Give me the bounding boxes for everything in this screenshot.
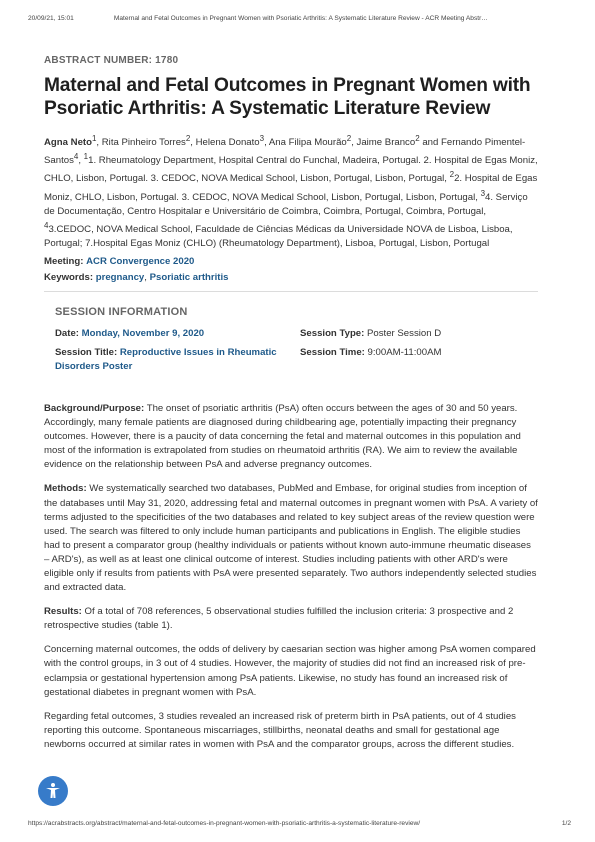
affiliation-sup: 2 (449, 170, 455, 180)
methods-paragraph (44, 482, 538, 595)
author-sup: 1 (91, 134, 97, 143)
session-date (55, 327, 300, 341)
keyword-link-pregnancy[interactable]: pregnancy (95, 271, 145, 283)
session-info (55, 306, 538, 374)
print-footer (28, 820, 571, 827)
author-sup: 2 (415, 134, 420, 143)
author-name: , Rita Pinheiro Torres (96, 137, 186, 149)
author-name: , Jaime Branco (351, 137, 416, 149)
meeting-line (44, 256, 538, 267)
session-type-label: Session Type: (300, 327, 365, 339)
background-label: Background/Purpose: (44, 402, 145, 414)
session-type-value: Poster Session D (367, 327, 442, 339)
results-text: Of a total of 708 references, 5 observational studies fulfilled the inclusion criteria: 3 prospective and 2 retrospective studies (table 1). (44, 606, 514, 632)
background-text: The onset of psoriatic arthritis (PsA) often occurs between the ages of 30 and 50 years. Accordingly, many female patients are diagnosed during childbearing age, potentially impacting their pregnancy outcomes. However, there is a paucity of data concerning the fetal and maternal outcomes in this population and most of the information is extrapolated from studies on rheumatoid arthritis (RA). We aim to review the available evidence on the relationship between PsA and adverse pregnancy outcomes. (44, 402, 521, 471)
session-date-link[interactable]: Monday, November 9, 2020 (81, 327, 205, 339)
divider (44, 291, 538, 292)
affiliation-sup: 3 (480, 188, 486, 198)
author-sup: 2 (185, 134, 191, 143)
session-heading: SESSION INFORMATION (55, 305, 188, 318)
author-sup: 4 (73, 152, 79, 162)
affiliation-text: 2. Hospital de Egas Moniz, CHLO, Lisbon, Portugal. 3. CEDOC, NOVA Medical School, Lisbon, Portugal, Lisbon, Portugal, (44, 173, 538, 203)
session-date-label: Date: (55, 327, 79, 339)
results-paragraph (44, 605, 538, 633)
meeting-label: Meeting: (44, 255, 84, 267)
session-title-link[interactable]: Reproductive Issues in Rheumatic Disorders Poster (55, 346, 277, 372)
keywords-label: Keywords: (44, 271, 94, 283)
background-paragraph (44, 402, 538, 472)
print-url: https://acrabstracts.org/abstract/maternal-and-fetal-outcomes-in-pregnant-women-with-psoriatic-arthritis-a-systematic-literature-review/ (28, 820, 421, 827)
affiliation-text: , (78, 155, 84, 167)
session-grid (55, 327, 538, 374)
affiliation-sup: 1 (83, 152, 89, 162)
author-sup: 3 (259, 134, 265, 143)
abstract-content (44, 55, 538, 762)
affiliation-text: 3.CEDOC, NOVA Medical School, Faculdade de Ciências Médicas da Universidade NOVA de Lisboa, Lisboa, Portugal; 7.Hospital Egas Moniz (CHLO) (Rheumatology Department), Lisboa, Portugal, Lisbon, Portugal (44, 223, 513, 249)
author-name: and Fernando Pimentel-Santos (44, 137, 526, 167)
session-time (300, 346, 538, 374)
print-page-title: Maternal and Fetal Outcomes in Pregnant Women with Psoriatic Arthritis: A Systematic Literature Review - ACR Meeting Abstr… (113, 15, 488, 22)
author-name: , Helena Donato (190, 137, 260, 149)
session-time-value: 9:00AM-11:00AM (367, 346, 442, 358)
maternal-outcomes-paragraph: Concerning maternal outcomes, the odds of delivery by caesarian section was higher among PsA women compared with the control groups, in 3 out of 4 studies. However, the majority of studies did not find an increased risk of pre-eclampsia or gestational hypertension among PsA patients. Likewise, no study has found an increased risk of gestational diabetes in pregnant women with PsA. (44, 644, 536, 698)
abstract-body (44, 402, 538, 752)
affiliation-text: 1. Rheumatology Department, Hospital Central do Funchal, Madeira, Portugal. 2. Hospital de Egas Moniz, CHLO, Lisbon, Portugal. 3. CEDOC, NOVA Medical School, Lisbon, Portugal, Lisbon, Portugal, (44, 155, 538, 185)
session-title-label: Session Title: (55, 346, 118, 358)
print-header (28, 15, 573, 22)
accessibility-button[interactable] (38, 776, 68, 806)
authors-block (44, 132, 538, 251)
abstract-title: Maternal and Fetal Outcomes in Pregnant Women with Psoriatic Arthritis: A Systematic Literature Review (44, 75, 531, 119)
author-sup: 2 (346, 134, 352, 143)
print-page-number: 1/2 (561, 820, 571, 827)
methods-text: We systematically searched two databases, PubMed and Embase, for original studies from inception of the databases until May 31, 2020, addressing fetal and maternal outcomes in pregnant women with PsA. A variety of terms adjusted to the specificities of the two databases and related to key subject areas of the review question were used. The search was filtered to only include human participants and publications in English. The eligible studies had to present a comparator group (healthy individuals or patients without known auto-immune rheumatic diseases – ARD's), as well as at least one clinical outcome of interest. Studies including patients with other ARD's were eligible only if results from patients with PsA were presented separately. Two authors independently selected studies and extracted data. (44, 483, 538, 594)
session-time-label: Session Time: (300, 346, 365, 358)
author-name: , Ana Filipa Mourão (264, 137, 347, 149)
accessibility-icon (43, 781, 63, 801)
session-type (300, 327, 538, 341)
results-label: Results: (44, 606, 82, 618)
fetal-outcomes-paragraph: Regarding fetal outcomes, 3 studies revealed an increased risk of preterm birth in PsA patients, out of 4 studies reporting this outcome. Spontaneous miscarriages, stillbirths, neonatal deaths and small for gestational age newborns occurred at similar rates in women with PsA and the comparator groups, across the different studies. (44, 710, 516, 750)
print-timestamp: 20/09/21, 15:01 (28, 15, 74, 22)
keyword-separator: , (144, 271, 147, 283)
lead-author: Agna Neto (44, 137, 92, 149)
methods-label: Methods: (44, 483, 87, 495)
abstract-number: ABSTRACT NUMBER: 1780 (44, 55, 179, 66)
affiliation-sup: 4 (44, 220, 49, 230)
keyword-link-psoriatic-arthritis[interactable]: Psoriatic arthritis (149, 271, 229, 283)
keywords-line (44, 272, 538, 283)
session-title (55, 346, 300, 374)
affiliation-text: 4. Serviço de Documentação, Centro Hospitalar e Universitário de Coimbra, Coimbra, Portugal, Coimbra, Portugal, (44, 191, 528, 217)
meeting-link[interactable]: ACR Convergence 2020 (86, 255, 195, 267)
